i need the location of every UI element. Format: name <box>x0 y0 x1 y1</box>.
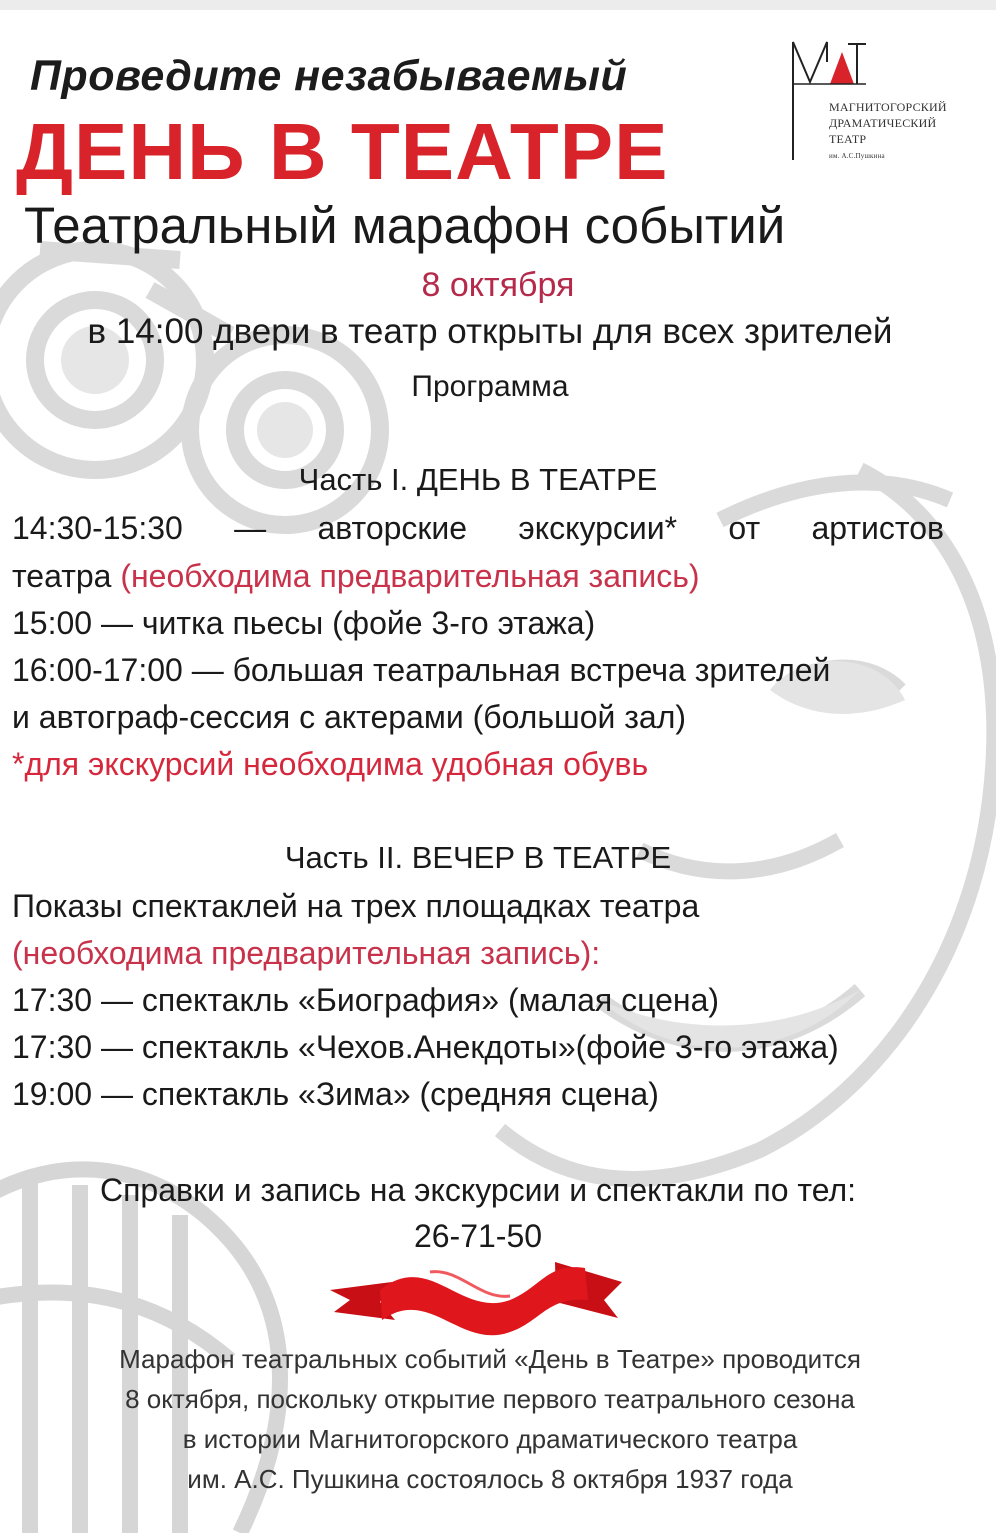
headline: ДЕНЬ В ТЕАТРЕ <box>16 107 669 196</box>
part2-note: (необходима предварительная запись): <box>12 935 601 971</box>
part1-reading: 15:00 — читка пьесы (фойе 3-го этажа) <box>12 605 596 641</box>
part1-excursion-line <box>12 510 944 547</box>
contacts-text: Справки и запись на экскурсии и спектакли по тел: <box>99 1172 857 1208</box>
part1-footnote: *для экскурсий необходима удобная обувь <box>12 746 649 782</box>
excursion-word: экскурсии* <box>518 510 678 546</box>
contact-phone: 26-71-50 <box>413 1218 543 1254</box>
footer-line-4: им. А.С. Пушкина состоялось 8 октября 1937 года <box>187 1464 793 1494</box>
event-date: 8 октября <box>421 266 575 304</box>
part2-title: Часть II. ВЕЧЕР В ТЕАТРЕ <box>284 840 672 875</box>
excursion-dash: — <box>234 510 267 546</box>
part1-title: Часть I. ДЕНЬ В ТЕАТРЕ <box>298 462 658 497</box>
tagline: Проведите незабываемый <box>30 52 628 100</box>
doors-open-text: в 14:00 двери в театр открыты для всех зрителей <box>87 312 893 351</box>
excursion-word: от <box>728 510 761 546</box>
footer-line-2: 8 октября, поскольку открытие первого театрального сезона <box>125 1384 855 1414</box>
part1-excursion-cont <box>12 558 700 595</box>
registration-note: (необходима предварительная запись) <box>120 558 700 594</box>
logo-line-4: им. А.С.Пушкина <box>829 152 885 160</box>
show-3: 19:00 — спектакль «Зима» (средняя сцена) <box>12 1076 659 1112</box>
excursion-time: 14:30-15:30 <box>12 510 183 546</box>
logo-line-1: МАГНИТОГОРСКИЙ <box>829 100 947 114</box>
program-label: Программа <box>411 370 569 403</box>
footer-line-3: в истории Магнитогорского драматического театра <box>182 1424 798 1454</box>
logo-line-3: ТЕАТР <box>829 132 867 146</box>
excursion-word: артистов <box>811 510 944 546</box>
part2-intro: Показы спектаклей на трех площадках театра <box>12 888 700 924</box>
show-1: 17:30 — спектакль «Биография» (малая сцена) <box>12 982 720 1018</box>
subtitle: Театральный марафон событий <box>24 197 786 254</box>
excursion-cont-text: театра <box>12 558 121 594</box>
logo-line-2: ДРАМАТИЧЕСКИЙ <box>829 116 937 130</box>
ribbon-icon <box>330 1262 622 1335</box>
part1-meeting-line2: и автограф-сессия с актерами (большой зал) <box>12 699 687 735</box>
excursion-word: авторские <box>317 510 468 546</box>
show-2: 17:30 — спектакль «Чехов.Анекдоты»(фойе 3-го этажа) <box>12 1029 839 1065</box>
part1-meeting-line1: 16:00-17:00 — большая театральная встреча зрителей <box>12 652 831 688</box>
footer-line-1: Марафон театральных событий «День в Театре» проводится <box>119 1344 861 1374</box>
